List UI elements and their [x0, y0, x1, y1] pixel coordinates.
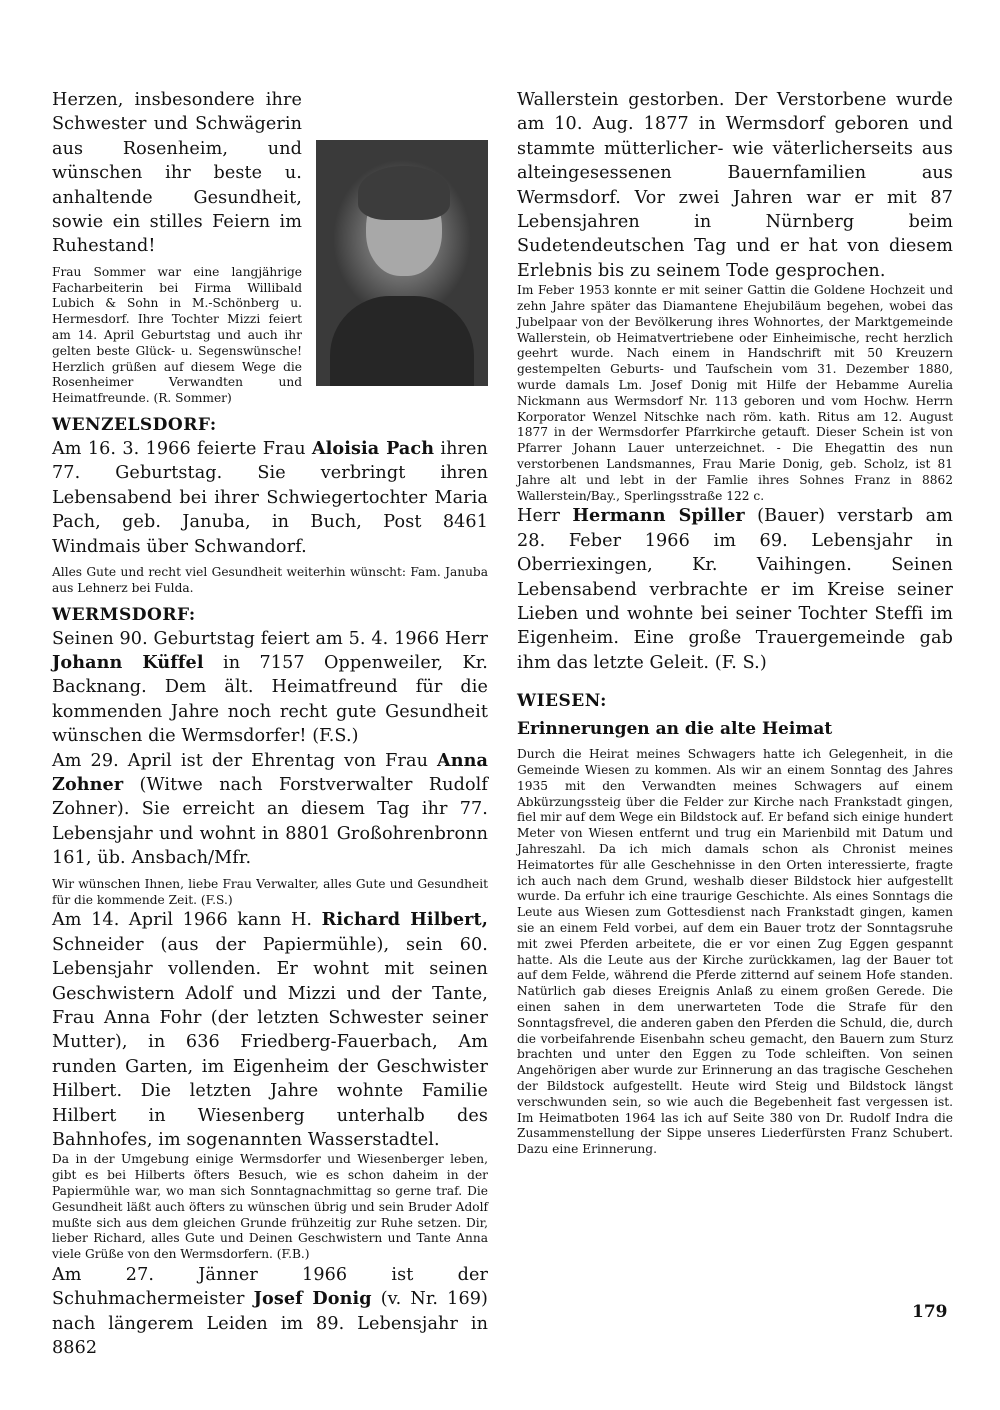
section-heading-wenzelsdorf: WENZELSDORF:	[52, 415, 217, 436]
text: (Bauer) verstarb am 28. Feber 1966 im 69. Lebensjahr in Oberriexingen, Kr. Vaihingen. Seinen Lebensabend verbrachte er im Kreise seiner Lieben und wohnte bei seiner Tochter Steffi im Eigenheim. Eine große Trauergemeinde gab ihm das letzte Geleit. (F. S.)	[517, 506, 953, 673]
person-name: Johann Küffel	[52, 652, 204, 674]
section-heading-wiesen: WIESEN:	[517, 691, 607, 712]
paragraph	[52, 1263, 488, 1361]
section-heading-wermsdorf: WERMSDORF:	[52, 604, 196, 625]
paragraph: Im Feber 1953 konnte er mit seiner Gattin die Goldene Hochzeit und zehn Jahre später das Diamantene Ehejubiläum begehen, wobei das Jubelpaar von der Bevölkerung ihres Wohnortes, der Marktgemeinde Wallerstein, ob Heimatvertriebene oder Einheimische, recht herzlich geehrt wurde. Nach einem in Handschrift mit 50 Kreuzern gestempelten Geburts- und Taufschein vom 31. Dezember 1880, wurde damals Lm. Josef Donig mit Hilfe der Hebamme Aurelia Nickmann aus Wermsdorf Nr. 113 geboren und vom Hochw. Herrn Korporator Wenzel Nitschke nach röm. kath. Ritus am 12. August 1877 in der Wermsdorfer Pfarrkirche getauft. Dieser Schein ist von Pfarrer Johann Lauer unterzeichnet. - Die Ehegattin des nun verstorbenen Landsmannes, Frau Marie Donig, geb. Scholz, ist 81 Jahre alt und lebt in der Famlie ihres Sohnes Franz in 8862 Wallerstein/Bay., Sperlingsstraße 122 c.	[517, 283, 953, 503]
paragraph: Alles Gute und recht viel Gesundheit weiterhin wünscht: Fam. Januba aus Lehnerz bei Fulda.	[52, 565, 488, 595]
left-column	[52, 88, 488, 1361]
paragraph: Durch die Heirat meines Schwagers hatte ich Gelegenheit, in die Gemeinde Wiesen zu kommen. Als wir an einem Sonntag des Jahres 1935 mit den Verwandten meines Schwagers auf einem Abkürzungssteig über die Felder zur Kirche nach Frankstadt gingen, fiel mir auf dem Wege ein Bildstock auf. Er befand sich einige hundert Meter von Wiesen entfernt und trug ein Marienbild mit Datum und Jahreszahl. Da ich mich damals schon als Chronist meines Heimatortes für alle Geschehnisse in den Orten interessierte, fragte ich auch nach dem Grund, weshalb dieser Bildstock hier aufgestellt wurde. Da erfuhr ich eine traurige Geschichte. Als eines Sonntags die Leute aus Wiesen zum Gottesdienst nach Frankstadt gingen, kamen sie an einem Feld vorbei, auf dem ein Bauer trotz der Sonntagsruhe mit zwei Pferden arbeitete, die er vor einen Zug Eggen gespannt hatte. Als die Leute aus der Kirche zurückkamen, lag der Bauer tot auf dem Felde, während die Pferde zitternd auf seinem Hofe standen. Natürlich gab dieses Ereignis Anlaß zu einem großen Gerede. Die einen sahen in dem unerwarteten Tode die Strafe für den Sonntagsfrevel, die anderen gaben den Pferden die Schuld, die, durch die vorbeifahrende Eisenbahn scheu gemacht, den Bauern zum Sturz brachten und unter den Eggen zu Tode schleiften. Von seinen Angehörigen aber wurde zur Erinnerung an das tragische Geschehen der Bildstock aufgestellt. Heute wird Steig und Bildstock längst verschwunden sein, so wie auch die Begebenheit fast vergessen ist. Im Heimatboten 1964 las ich auf Seite 380 von Dr. Rudolf Indra die Zusammenstellung der Sippe unseres Liederfürsten Franz Schubert. Dazu eine Erinnerung.	[517, 747, 953, 1157]
text: (Witwe nach Forstverwalter Rudolf Zohner). Sie erreicht an diesem Tag ihr 77. Lebensjahr und wohnt in 8801 Großohrenbronn 161, üb. Ansbach/Mfr.	[52, 775, 488, 869]
text: Herr	[517, 506, 573, 527]
paragraph	[52, 437, 488, 559]
text: Am 16. 3. 1966 feierte Frau	[52, 439, 312, 460]
page-number: 179	[912, 1302, 948, 1322]
paragraph: Frau Sommer war eine langjährige Facharbeiterin bei Firma Willibald Lubich & Sohn in M.-Schönberg u. Hermesdorf. Ihre Tochter Mizzi feiert am 14. April Geburtstag und auch ihr gelten beste Glück- u. Segenswünsche! Herzlich grüßen auf diesem Wege die Rosenheimer Verwandten und Heimatfreunde. (R. Sommer)	[52, 264, 302, 406]
text: Schneider (aus der Papiermühle), sein 60. Lebensjahr vollenden. Er wohnt mit seinen Geschwistern Adolf und Mizzi und der Tante, Frau Anna Fohr (der letzten Schwester seiner Mutter), in 636 Friedberg-Fauerbach, Am runden Garten, im Eigenheim der Geschwister Hilbert. Die letzten Jahre wohnte Familie Hilbert in Wiesenberg unterhalb des Bahnhofes, im sogenannten Wasserstadtel.	[52, 934, 488, 1150]
paragraph: Da in der Umgebung einige Wermsdorfer und Wiesenberger leben, gibt es bei Hilberts öfters Besuch, wie es schon daheim in der Papiermühle war, wo man sich Sonntagnachmittag so gerne traf. Die Gesundheit läßt auch öfters zu wünschen übrig und sein Bruder Adolf mußte sich aus dem gleichen Grunde frühzeitig zur Ruhe setzen. Dir, lieber Richard, alles Gute und Deinen Geschwistern und Tante Anna viele Grüße von den Wermsdorfern. (F.B.)	[52, 1152, 488, 1262]
portrait-photo	[316, 140, 488, 386]
text: (v. Nr. 169) nach längerem Leiden im 89. Lebensjahr in 8862	[52, 1289, 489, 1359]
article-subheading: Erinnerungen an die alte Heimat	[517, 719, 833, 740]
person-name: Hermann Spiller	[572, 505, 745, 527]
person-name: Anna Zohner	[52, 749, 488, 796]
text: Am 27. Jänner 1966 ist der Schuhmachermeister	[52, 1264, 488, 1310]
text: in 7157 Oppenweiler, Kr. Backnang. Dem ält. Heimatfreund für die kommenden Jahre noch recht gute Gesundheit wünschen die Wermsdorfer! (F.S.)	[52, 653, 488, 747]
right-column	[517, 88, 953, 1158]
paragraph	[52, 908, 488, 1152]
paragraph	[52, 627, 488, 749]
text: Seinen 90. Geburtstag feiert am 5. 4. 1966 Herr	[52, 628, 488, 649]
person-name: Richard Hilbert,	[321, 909, 488, 931]
photo-shoulders	[330, 296, 474, 386]
paragraph: Wir wünschen Ihnen, liebe Frau Verwalter, alles Gute und Gesundheit für die kommende Zeit. (F.S.)	[52, 876, 488, 907]
paragraph	[517, 504, 953, 675]
paragraph	[52, 749, 488, 871]
text: Am 14. April 1966 kann H.	[52, 910, 322, 931]
photo-hair	[358, 166, 450, 220]
person-name: Aloisia Pach	[311, 438, 435, 460]
paragraph: Wallerstein gestorben. Der Verstorbene wurde am 10. Aug. 1877 in Wermsdorf geboren und stammte mütterlicher- wie väterlicherseits aus alteingesessenen Bauernfamilien aus Wermsdorf. Vor zwei Jahren war er mit 87 Lebensjahren in Nürnberg beim Sudetendeutschen Tag und er hat von diesem Erlebnis bis zu seinem Tode gesprochen.	[517, 90, 953, 281]
paragraph: Herzen, insbesondere ihre Schwester und Schwägerin aus Rosenheim, und wünschen ihr beste u. anhaltende Gesundheit, sowie ein stilles Feiern im Ruhestand!	[52, 90, 302, 257]
text: Am 29. April ist der Ehrentag von Frau	[52, 750, 437, 771]
text: ihren 77. Geburtstag. Sie verbringt ihren Lebensabend bei ihrer Schwiegertochter Maria Pach, geb. Januba, in Buch, Post 8461 Windmais über Schwandorf.	[52, 439, 488, 557]
person-name: Josef Donig	[253, 1288, 372, 1310]
